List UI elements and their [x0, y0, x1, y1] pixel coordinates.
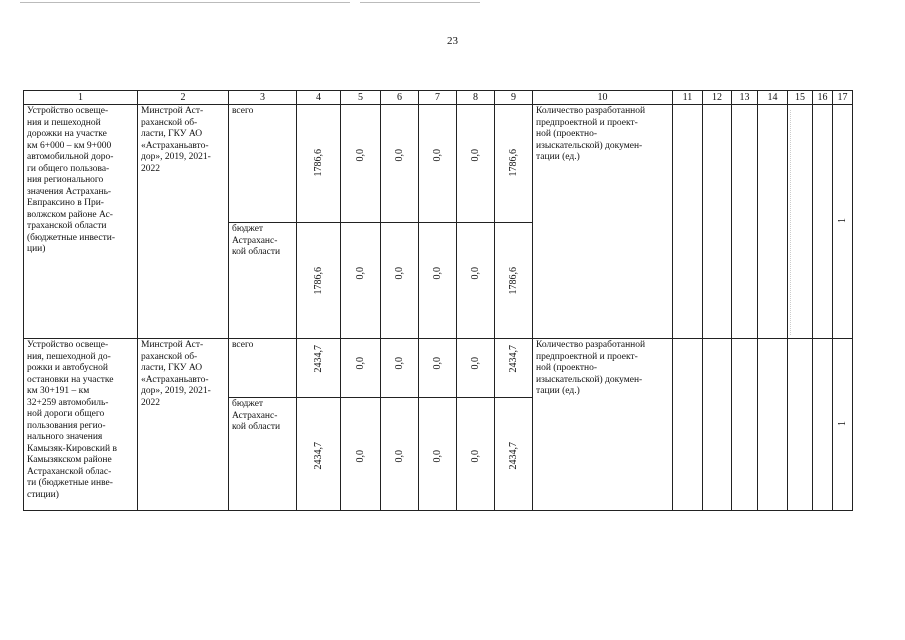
column-header: 15 — [788, 91, 813, 105]
header-row — [24, 91, 853, 105]
value-cell — [297, 105, 341, 223]
empty-cell — [703, 339, 732, 511]
column-header: 16 — [813, 91, 833, 105]
column-header: 17 — [833, 91, 853, 105]
empty-cell — [673, 339, 703, 511]
value-text: 0,0 — [431, 450, 443, 463]
budget-table — [23, 90, 853, 511]
empty-cell — [813, 105, 833, 339]
count-cell — [833, 339, 853, 511]
value-cell — [341, 105, 381, 223]
column-header: 3 — [229, 91, 297, 105]
value-text: 0,0 — [354, 149, 366, 162]
project-name: Устройство освеще- ния и пешеходной дорожки на участке км 6+000 – км 9+000 автомобильной доро- ги общего пользова- ния регионального значения Астрахань- Евпраксино в При- волжском районе Ас- траханской области (бюджетные инвести- ции) — [24, 105, 138, 339]
value-text: 1786,6 — [507, 267, 519, 295]
indicator: Количество разработанной предпроектной и проект- ной (проектно- изыскательской) докумен- тации (ед.) — [533, 105, 673, 339]
column-header: 14 — [758, 91, 788, 105]
column-header: 8 — [457, 91, 495, 105]
column-header: 4 — [297, 91, 341, 105]
value-text: 2434,7 — [312, 442, 324, 470]
funding-source: бюджет Астраханс- кой области — [229, 398, 297, 511]
value-cell — [495, 105, 533, 223]
table-row — [24, 105, 853, 223]
value-text: 0,0 — [393, 357, 405, 370]
value-text: 0,0 — [393, 149, 405, 162]
value-text: 0,0 — [469, 149, 481, 162]
column-header: 12 — [703, 91, 732, 105]
value-cell — [457, 339, 495, 398]
column-header: 6 — [381, 91, 419, 105]
value-text: 2434,7 — [507, 345, 519, 373]
table-row — [24, 339, 853, 398]
value-text: 0,0 — [431, 149, 443, 162]
value-cell — [457, 223, 495, 339]
column-header: 13 — [732, 91, 758, 105]
empty-cell — [673, 105, 703, 339]
executor: Минстрой Аст- раханской об- ласти, ГКУ АО «Астраханьавто- дор», 2019, 2021- 2022 — [138, 339, 229, 511]
empty-cell — [732, 105, 758, 339]
value-cell — [297, 339, 341, 398]
value-text: 0,0 — [393, 267, 405, 280]
value-cell — [419, 398, 457, 511]
empty-cell — [732, 339, 758, 511]
funding-source: всего — [229, 105, 297, 223]
value-cell — [381, 105, 419, 223]
empty-cell — [788, 339, 813, 511]
value-cell — [381, 339, 419, 398]
count-value: 1 — [836, 217, 848, 223]
value-text: 0,0 — [354, 267, 366, 280]
value-cell — [495, 339, 533, 398]
column-header: 10 — [533, 91, 673, 105]
value-text: 0,0 — [393, 450, 405, 463]
column-header: 7 — [419, 91, 457, 105]
value-cell — [381, 223, 419, 339]
value-text: 2434,7 — [312, 345, 324, 373]
value-cell — [381, 398, 419, 511]
column-header: 9 — [495, 91, 533, 105]
project-name: Устройство освеще- ния, пешеходной до- рожки и автобусной остановки на участке км 30+191 – км 32+259 автомобиль- ной дороги общего пользования регио- нального значения Камызяк-Кировский в Камызякском районе Астраханской облас- ти (бюджетные инве- стиции) — [24, 339, 138, 511]
value-cell — [341, 223, 381, 339]
value-text: 0,0 — [469, 450, 481, 463]
count-value: 1 — [836, 420, 848, 426]
value-cell — [495, 398, 533, 511]
empty-cell — [813, 339, 833, 511]
value-cell — [341, 339, 381, 398]
funding-source: всего — [229, 339, 297, 398]
empty-cell — [758, 339, 788, 511]
value-cell — [341, 398, 381, 511]
value-text: 0,0 — [469, 267, 481, 280]
value-cell — [457, 398, 495, 511]
value-cell — [457, 105, 495, 223]
page-number: 23 — [447, 35, 458, 47]
funding-source: бюджет Астраханс- кой области — [229, 223, 297, 339]
empty-cell — [703, 105, 732, 339]
scan-artifact-line — [20, 2, 350, 3]
column-header: 1 — [24, 91, 138, 105]
value-cell — [297, 398, 341, 511]
value-cell — [495, 223, 533, 339]
column-header: 2 — [138, 91, 229, 105]
value-text: 0,0 — [431, 267, 443, 280]
column-header: 5 — [341, 91, 381, 105]
value-text: 1786,6 — [312, 267, 324, 295]
scan-artifact-dots — [790, 110, 792, 335]
column-header: 11 — [673, 91, 703, 105]
value-text: 0,0 — [469, 357, 481, 370]
value-cell — [297, 223, 341, 339]
indicator: Количество разработанной предпроектной и проект- ной (проектно- изыскательской) докумен- тации (ед.) — [533, 339, 673, 511]
value-text: 1786,6 — [507, 149, 519, 177]
value-cell — [419, 105, 457, 223]
count-cell — [833, 105, 853, 339]
value-text: 0,0 — [354, 450, 366, 463]
scan-artifact-line — [360, 2, 480, 3]
value-text: 2434,7 — [507, 442, 519, 470]
value-cell — [419, 223, 457, 339]
empty-cell — [758, 105, 788, 339]
value-text: 0,0 — [354, 357, 366, 370]
value-text: 1786,6 — [312, 149, 324, 177]
value-cell — [419, 339, 457, 398]
value-text: 0,0 — [431, 357, 443, 370]
executor: Минстрой Аст- раханской об- ласти, ГКУ АО «Астраханьавто- дор», 2019, 2021- 2022 — [138, 105, 229, 339]
